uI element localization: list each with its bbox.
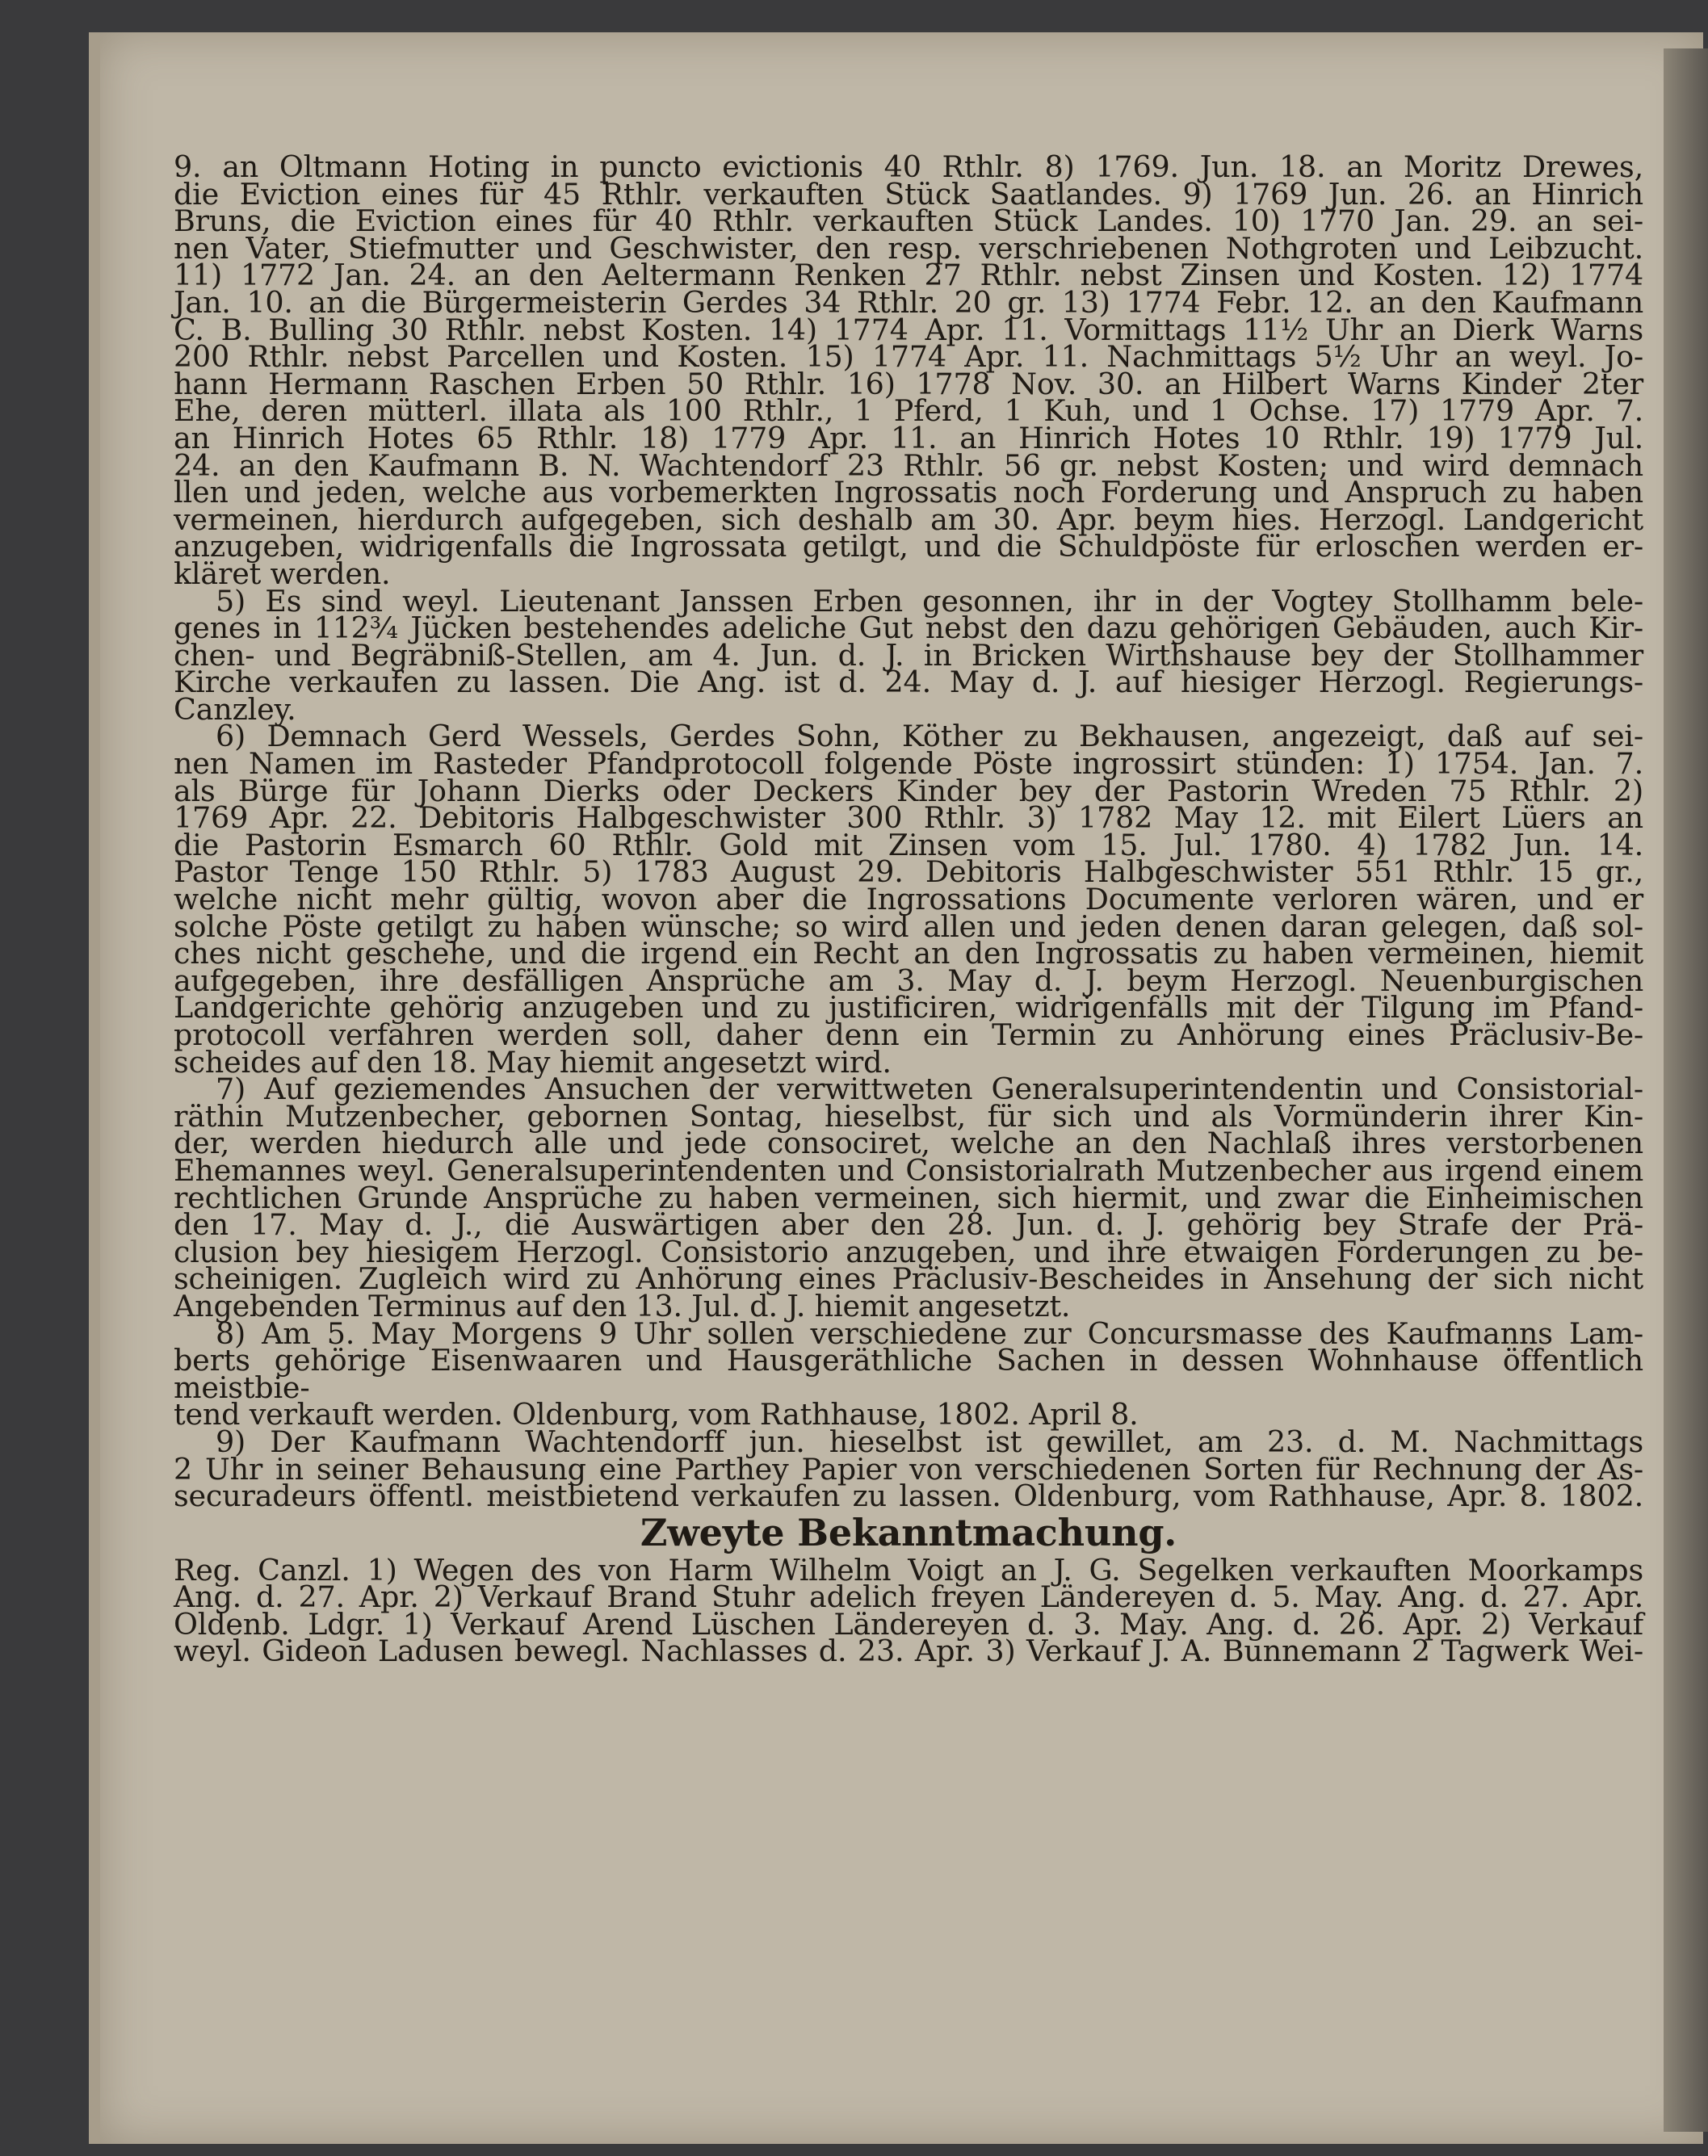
- text-line: kläret werden.: [174, 556, 391, 591]
- text-line: Jan. 10. an die Bürgermeisterin Gerdes 34 Rthlr. 20 gr. 13) 1774 Febr. 12. an den Kaufmann: [174, 284, 1643, 320]
- paragraph-9: [174, 1424, 1643, 1514]
- text-line: welche nicht mehr gültig, wovon aber die Ingrossations Documente verloren wären, und er: [174, 882, 1643, 917]
- text-line: Angebenden Terminus auf den 13. Jul. d. J. hiemit angesetzt.: [174, 1288, 1071, 1323]
- paragraph-8: [174, 1315, 1643, 1432]
- text-line: vermeinen, hierdurch aufgegeben, sich deshalb am 30. Apr. beym hies. Herzogl. Landgericht: [174, 501, 1643, 537]
- text-line: Oldenb. Ldgr. 1) Verkauf Arend Lüschen Ländereyen d. 3. May. Ang. d. 26. Apr. 2) Verkauf: [174, 1606, 1643, 1642]
- text-line: aufgegeben, ihre desfälligen Ansprüche am 3. May d. J. beym Herzogl. Neuenburgischen: [174, 963, 1643, 998]
- text-line: nen Vater, Stiefmutter und Geschwister, den resp. verschriebenen Nothgroten und Leibzucht.: [174, 230, 1643, 266]
- book-gutter: [1664, 48, 1708, 2132]
- paragraph-5: [174, 583, 1643, 727]
- section-heading: Zweyte Bekanntmachung.: [640, 1510, 1177, 1554]
- text-line: rechtlichen Grunde Ansprüche zu haben vermeinen, sich hiermit, und zwar die Einheimischen: [174, 1180, 1643, 1215]
- text-line: den 17. May d. J., die Auswärtigen aber den 28. Jun. d. J. gehörig bey Strafe der Prä-: [174, 1207, 1643, 1243]
- text-line: 9. an Oltmann Hoting in puncto evictionis 40 Rthlr. 8) 1769. Jun. 18. an Moritz Drewes,: [174, 149, 1643, 184]
- text-line: hann Hermann Raschen Erben 50 Rthlr. 16) 1778 Nov. 30. an Hilbert Warns Kinder 2ter: [174, 366, 1643, 401]
- text-line: 11) 1772 Jan. 24. an den Aeltermann Renken 27 Rthlr. nebst Zinsen und Kosten. 12) 1774: [174, 258, 1643, 293]
- text-line: scheides auf den 18. May hiemit angesetzt wird.: [174, 1044, 892, 1080]
- text-line: räthin Mutzenbecher, gebornen Sontag, hieselbst, für sich und als Vormünderin ihrer Kin-: [174, 1098, 1643, 1134]
- text-line: Bruns, die Eviction eines für 40 Rthlr. verkauften Stück Landes. 10) 1770 Jan. 29. an sei-: [174, 203, 1643, 239]
- text-line: genes in 112¾ Jücken bestehendes adeliche Gut nebst den dazu gehörigen Gebäuden, auch Kir-: [174, 610, 1643, 646]
- text-line: Ehe, deren mütterl. illata als 100 Rthlr., 1 Pferd, 1 Kuh, und 1 Ochse. 17) 1779 Apr. 7.: [174, 393, 1643, 429]
- text-line: Pastor Tenge 150 Rthlr. 5) 1783 August 29. Debitoris Halbgeschwister 551 Rthlr. 15 gr.,: [174, 854, 1643, 890]
- text-line: securadeurs öffentl. meistbietend verkaufen zu lassen. Oldenburg, vom Rathhause, Apr. 8. 1802.: [174, 1479, 1643, 1514]
- text-line: 9) Der Kaufmann Wachtendorff jun. hieselbst ist gewillet, am 23. d. M. Nachmittags: [216, 1424, 1643, 1459]
- text-line: Kirche verkaufen zu lassen. Die Ang. ist d. 24. May d. J. auf hiesiger Herzogl. Regierungs-: [174, 665, 1643, 700]
- text-line: Landgerichte gehörig anzugeben und zu justificiren, widrigenfalls mit der Tilgung im Pfand-: [174, 990, 1643, 1026]
- text-line: nen Namen im Rasteder Pfandprotocoll folgende Pöste ingrossirt stünden: 1) 1754. Jan. 7.: [174, 746, 1643, 782]
- text-line: Canzley.: [174, 691, 296, 727]
- text-line: 2 Uhr in seiner Behausung eine Parthey Papier von verschiedenen Sorten für Rechnung der As-: [174, 1451, 1643, 1487]
- text-line: 8) Am 5. May Morgens 9 Uhr sollen verschiedene zur Concursmasse des Kaufmanns Lam-: [216, 1315, 1643, 1351]
- text-line: 1769 Apr. 22. Debitoris Halbgeschwister 300 Rthlr. 3) 1782 May 12. mit Eilert Lüers an: [174, 800, 1643, 836]
- text-line: solche Pöste getilgt zu haben wünsche; so wird allen und jeden denen daran gelegen, daß sol-: [174, 908, 1643, 944]
- text-line: die Eviction eines für 45 Rthlr. verkauften Stück Saatlandes. 9) 1769 Jun. 26. an Hinrich: [174, 176, 1643, 212]
- text-line: ches nicht geschehe, und die irgend ein Recht an den Ingrossatis zu haben vermeinen, hiemit: [174, 936, 1643, 971]
- text-line: C. B. Bulling 30 Rthlr. nebst Kosten. 14) 1774 Apr. 11. Vormittags 11½ Uhr an Dierk Warns: [174, 312, 1643, 347]
- text-line: scheinigen. Zugleich wird zu Anhörung eines Präclusiv-Bescheides in Ansehung der sich nicht: [174, 1261, 1643, 1297]
- text-line: chen- und Begräbniß-Stellen, am 4. Jun. d. J. in Bricken Wirthshause bey der Stollhammer: [174, 637, 1643, 673]
- paragraph-continued-list: [174, 149, 1643, 591]
- text-line: 7) Auf geziemendes Ansuchen der verwittweten Generalsuperintendentin und Consistorial-: [216, 1072, 1643, 1107]
- text-line: Ang. d. 27. Apr. 2) Verkauf Brand Stuhr adelich freyen Ländereyen d. 5. May. Ang. d. 27. Apr.: [174, 1579, 1643, 1615]
- text-line: protocoll verfahren werden soll, daher denn ein Termin zu Anhörung eines Präclusiv-Be-: [174, 1017, 1643, 1052]
- text-line: clusion bey hiesigem Herzogl. Consistorio anzugeben, und ihre etwaigen Forderungen zu be-: [174, 1234, 1643, 1269]
- text-line: der, werden hiedurch alle und jede consociret, welche an den Nachlaß ihres verstorbenen: [174, 1126, 1643, 1161]
- text-line: Ehemannes weyl. Generalsuperintendenten und Consistorialrath Mutzenbecher aus irgend einem: [174, 1152, 1643, 1188]
- text-line: Reg. Canzl. 1) Wegen des von Harm Wilhelm Voigt an J. G. Segelken verkauften Moorkamps: [174, 1552, 1643, 1588]
- text-line: berts gehörige Eisenwaaren und Hausgeräthliche Sachen in dessen Wohnhause öffentlich meistbie-: [174, 1343, 1643, 1405]
- summary-list: [174, 1552, 1643, 1669]
- text-line: 6) Demnach Gerd Wessels, Gerdes Sohn, Köther zu Bekhausen, angezeigt, daß auf sei-: [216, 719, 1643, 754]
- paragraph-6: [174, 719, 1643, 1080]
- text-line: 5) Es sind weyl. Lieutenant Janssen Erben gesonnen, ihr in der Vogtey Stollhamm bele-: [216, 583, 1643, 619]
- text-line: 24. an den Kaufmann B. N. Wachtendorf 23 Rthlr. 56 gr. nebst Kosten; und wird demnach: [174, 447, 1643, 483]
- paragraph-7: [174, 1072, 1643, 1323]
- text-line: die Pastorin Esmarch 60 Rthlr. Gold mit Zinsen vom 15. Jul. 1780. 4) 1782 Jun. 14.: [174, 827, 1643, 862]
- text-line: weyl. Gideon Ladusen bewegl. Nachlasses d. 23. Apr. 3) Verkauf J. A. Bunnemann 2 Tagwerk Wei-: [174, 1634, 1643, 1669]
- text-line: an Hinrich Hotes 65 Rthlr. 18) 1779 Apr. 11. an Hinrich Hotes 10 Rthlr. 19) 1779 Jul.: [174, 420, 1643, 455]
- text-line: 200 Rthlr. nebst Parcellen und Kosten. 15) 1774 Apr. 11. Nachmittags 5½ Uhr an weyl. Jo-: [174, 339, 1643, 375]
- text-line: anzugeben, widrigenfalls die Ingrossata getilgt, und die Schuldpöste für erloschen werden er-: [174, 529, 1643, 564]
- page-text: [174, 149, 1643, 1669]
- text-line: llen und jeden, welche aus vorbemerkten Ingrossatis noch Forderung und Anspruch zu haben: [174, 475, 1643, 510]
- text-line: als Bürge für Johann Dierks oder Deckers Kinder bey der Pastorin Wreden 75 Rthlr. 2): [174, 773, 1643, 808]
- text-line: tend verkauft werden. Oldenburg, vom Rathhause, 1802. April 8.: [174, 1397, 1139, 1432]
